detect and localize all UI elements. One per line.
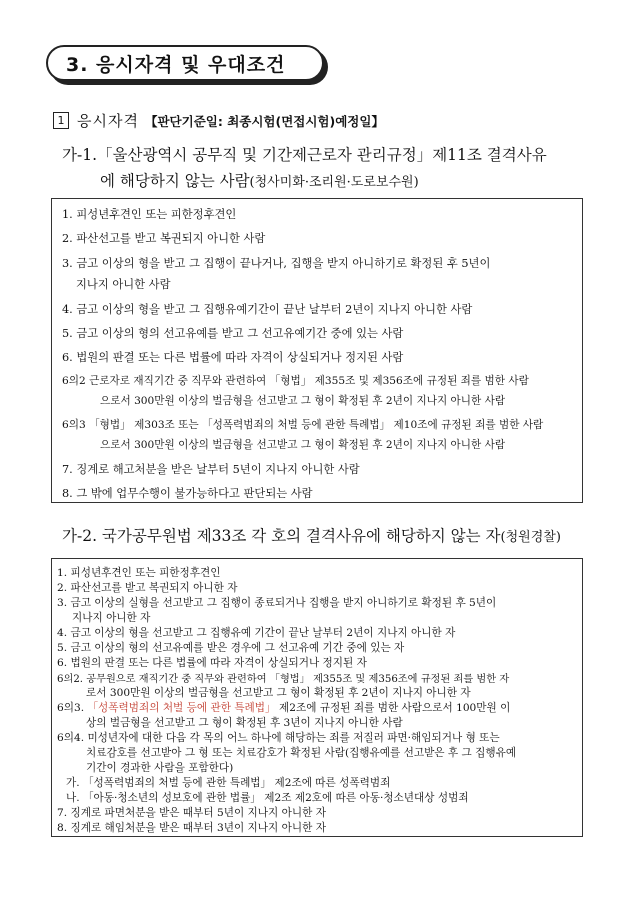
group2-criteria-box bbox=[51, 558, 583, 837]
list-item: 5. 금고 이상의 형의 선고유예를 받은 경우에 그 선고유예 기간 중에 있는 자 bbox=[57, 642, 405, 654]
list-item: 6의3 「형법」 제303조 또는 「성폭력범죄의 처벌 등에 관한 특례법」 제10조에 규정된 죄를 범한 사람 bbox=[62, 419, 544, 431]
list-item: 3. 금고 이상의 실형을 선고받고 그 집행이 종료되거나 집행을 받지 아니하기로 확정된 후 5년이 bbox=[57, 597, 497, 609]
subsection-heading bbox=[53, 110, 384, 131]
list-item: 8. 징계로 해임처분을 받은 때부터 3년이 지나지 아니한 자 bbox=[57, 822, 326, 834]
section-title: 3. 응시자격 및 우대조건 bbox=[46, 45, 324, 81]
group1-title-note: (청사미화·조리원·도로보수원) bbox=[249, 175, 419, 190]
list-item: 기간이 경과한 사람을 포함한다) bbox=[86, 762, 234, 774]
judgment-basis-date: 【판단기준일: 최종시험(면접시험)예정일】 bbox=[144, 113, 384, 129]
list-item: 7. 징계로 해고처분을 받은 날부터 5년이 지나지 아니한 사람 bbox=[62, 463, 360, 476]
list-item-6-3 bbox=[57, 700, 510, 715]
list-item: 1. 피성년후견인 또는 피한정후견인 bbox=[57, 567, 221, 579]
group2-title-note: (청원경찰) bbox=[500, 530, 561, 545]
group1-criteria-box bbox=[51, 198, 583, 503]
list-item: 2. 파산선고를 받고 복권되지 아니한 자 bbox=[57, 582, 238, 594]
list-item: 6의2. 공무원으로 재직기간 중 직무와 관련하여 「형법」 제355조 및 제356조에 규정된 죄를 범한 자 bbox=[57, 674, 510, 685]
group1-title-text: 에 해당하지 않는 사람 bbox=[100, 172, 250, 190]
list-item: 로서 300만원 이상의 벌금형을 선고받고 그 형이 확정된 후 2년이 지나지 아니한 자 bbox=[86, 687, 471, 699]
list-item: 상의 벌금형을 선고받고 그 형이 확정된 후 3년이 지나지 아니한 사람 bbox=[86, 717, 403, 729]
list-item: 지나지 아니한 자 bbox=[72, 612, 151, 624]
list-item: 5. 금고 이상의 형의 선고유예를 받고 그 선고유예기간 중에 있는 사람 bbox=[62, 327, 404, 340]
list-item: 으로서 300만원 이상의 벌금형을 선고받고 그 형이 확정된 후 2년이 지나지 아니한 사람 bbox=[100, 439, 506, 451]
list-item: 4. 금고 이상의 형을 받고 그 집행유예기간이 끝난 날부터 2년이 지나지 아니한 사람 bbox=[62, 303, 473, 316]
group2-title bbox=[62, 524, 561, 546]
law-name-highlight: 「성폭력범죄의 처벌 등에 관한 특례법」 bbox=[87, 702, 276, 714]
subsection-number: 1 bbox=[53, 112, 69, 129]
list-item: 8. 그 밖에 업무수행이 불가능하다고 판단되는 사람 bbox=[62, 487, 313, 500]
group1-title-line1: 가-1.「울산광역시 공무직 및 기간제근로자 관리규정」제11조 결격사유 bbox=[62, 146, 547, 164]
list-item: 6. 법원의 판결 또는 다른 법률에 따라 자격이 상실되거나 정지된 자 bbox=[57, 657, 367, 669]
group2-title-text: 가-2. 국가공무원법 제33조 각 호의 결격사유에 해당하지 않는 자 bbox=[62, 527, 501, 545]
list-item: 지나지 아니한 사람 bbox=[76, 278, 171, 291]
list-item: 6의2 근로자로 재직기간 중 직무와 관련하여 「형법」 제355조 및 제356조에 규정된 죄를 범한 사람 bbox=[62, 375, 529, 387]
list-item: 6. 법원의 판결 또는 다른 법률에 따라 자격이 상실되거나 정지된 사람 bbox=[62, 351, 404, 364]
list-item: 치료감호를 선고받아 그 형 또는 치료감호가 확정된 사람(집행유예를 선고받은 후 그 집행유예 bbox=[86, 747, 517, 759]
list-item: 1. 피성년후견인 또는 피한정후견인 bbox=[62, 208, 237, 221]
list-item: 3. 금고 이상의 형을 받고 그 집행이 끝나거나, 집행을 받지 아니하기로 확정된 후 5년이 bbox=[62, 257, 491, 270]
list-item: 6의4. 미성년자에 대한 다음 각 목의 어느 하나에 해당하는 죄를 저질러 파면·해임되거나 형 또는 bbox=[57, 732, 500, 744]
list-item: 나. 「아동·청소년의 성보호에 관한 법률」 제2조 제2호에 따른 아동·청소년대상 성범죄 bbox=[66, 792, 469, 804]
list-item: 2. 파산선고를 받고 복권되지 아니한 사람 bbox=[62, 232, 266, 245]
item-prefix: 6의3. bbox=[57, 702, 88, 714]
list-item: 으로서 300만원 이상의 벌금형을 선고받고 그 형이 확정된 후 2년이 지나지 아니한 사람 bbox=[100, 395, 506, 407]
list-item: 가. 「성폭력범죄의 처벌 등에 관한 특례법」 제2조에 따른 성폭력범죄 bbox=[66, 777, 391, 789]
list-item: 4. 금고 이상의 형을 선고받고 그 집행유예 기간이 끝난 날부터 2년이 지나지 아니한 자 bbox=[57, 627, 456, 639]
item-text: 제2조에 규정된 죄를 범한 사람으로서 100만원 이 bbox=[279, 702, 511, 714]
subsection-label: 응시자격 bbox=[77, 112, 139, 130]
list-item: 7. 징계로 파면처분을 받은 때부터 5년이 지나지 아니한 자 bbox=[57, 807, 326, 819]
group1-title-line2 bbox=[100, 169, 419, 191]
